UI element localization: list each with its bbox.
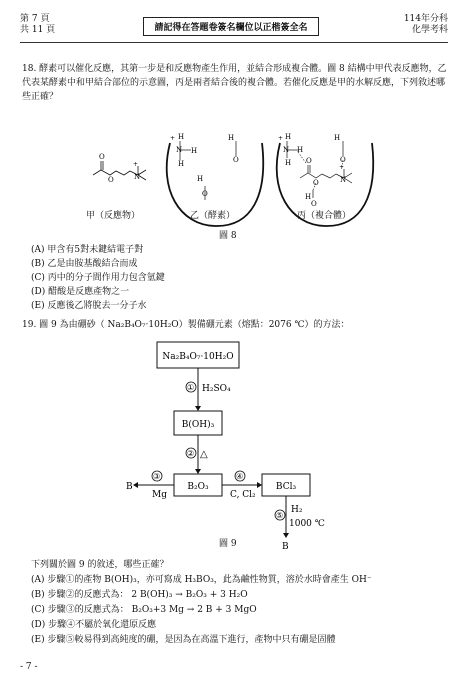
bing-N2: N xyxy=(340,176,347,184)
product-b-left: B xyxy=(126,482,133,492)
box-boh3-label: B(OH)₃ xyxy=(181,420,215,430)
product-b-bottom: B xyxy=(282,542,289,552)
q19-option-b: (B) 步驟②的反應式為： 2 B(OH)₃ → B₂O₃ + 3 H₂O xyxy=(31,590,248,600)
jia-plus: + xyxy=(133,161,139,168)
jia-N: N xyxy=(134,173,141,181)
bing-H4: H xyxy=(334,134,341,142)
fig8-caption: 圖 8 xyxy=(219,231,237,241)
bing-N: N xyxy=(283,146,290,154)
box-b2o3-label: B₂O₃ xyxy=(187,482,209,492)
q18-stem: 18. 酵素可以催化反應，其第一步是和反應物產生作用，並結合形成複合體。圖 8 結構中甲代表反應物，乙代表某酵素中和甲結合部位的示意圖，丙是兩者結合後的複合體。若催化反應是甲的水解反應，下列敘述哪些正確？ xyxy=(22,64,447,102)
step5-reagent: H₂ xyxy=(291,505,303,515)
q19-option-c: (C) 步驟③的反應式為： B₂O₃+3 Mg → 2 B + 3 MgO xyxy=(31,605,257,615)
yi-H5: H xyxy=(197,175,204,183)
fig9-caption: 圖 9 xyxy=(219,539,237,549)
bing-plus2: + xyxy=(339,164,345,171)
step5-num: ⑤ xyxy=(276,511,284,520)
q18-option-e: (E) 反應後乙將脫去一分子水 xyxy=(31,301,147,311)
bing-O1: O xyxy=(340,156,346,164)
jia-O-ester: O xyxy=(108,176,114,184)
q19-intro: 下列關於圖 9 的敘述，哪些正確？ xyxy=(31,560,169,570)
step4-reagent: C, Cl₂ xyxy=(230,490,256,500)
yi-plus: + xyxy=(170,135,176,142)
yi-N: N xyxy=(176,146,183,154)
bing-O-carbonyl: O xyxy=(306,157,312,165)
step4-num: ④ xyxy=(236,472,244,481)
jia-O-carbonyl: O xyxy=(99,153,105,161)
q18-option-a: (A) 甲含有5對未鍵結電子對 xyxy=(31,245,144,255)
q18-option-b: (B) 乙是由胺基酸結合而成 xyxy=(31,259,138,269)
label-bing: 丙（複合體） xyxy=(297,211,352,221)
step1-num: ① xyxy=(187,383,195,392)
subject-line: 化學考科 xyxy=(411,25,448,35)
bing-H1: H xyxy=(285,133,292,141)
page-number: - 7 - xyxy=(20,662,38,672)
bing-plus: + xyxy=(278,135,284,142)
step3-reagent: Mg xyxy=(152,490,167,500)
year-line: 114年分科 xyxy=(403,14,448,24)
label-yi: 乙（酵素） xyxy=(190,211,236,221)
step2-num: ② xyxy=(187,449,195,458)
q19-option-d: (D) 步驟④不屬於氧化還原反應 xyxy=(31,620,157,630)
q19-option-a: (A) 步驟①的產物 B(OH)₃，亦可寫成 H₃BO₃，此為鹼性物質，溶於水時會產生 OH⁻ xyxy=(31,575,372,585)
bing-O-ester: O xyxy=(313,179,319,187)
q18-option-d: (D) 醋酸是反應產物之一 xyxy=(31,287,130,297)
bing-H3: H xyxy=(285,159,292,167)
yi-O1: O xyxy=(233,156,239,164)
total-line: 共 11 頁 xyxy=(20,25,56,35)
yi-H3: H xyxy=(178,160,185,168)
yi-H2: H xyxy=(191,147,198,155)
page-line: 第 7 頁 xyxy=(20,14,50,24)
box-bcl3-label: BCl₃ xyxy=(275,482,297,492)
step1-reagent: H₂SO₄ xyxy=(202,384,231,394)
step2-cond: △ xyxy=(200,449,208,460)
step5-temp: 1000 ℃ xyxy=(289,519,325,529)
bing-O2: O xyxy=(311,200,317,208)
q19-stem: 19. 圖 9 為由硼砂（ Na₂B₄O₇‧10H₂O）製備硼元素（熔點：2076 ℃）的方法： xyxy=(22,320,350,330)
bing-H5: H xyxy=(305,193,312,201)
q18-option-c: (C) 丙中的分子間作用力包含氫鍵 xyxy=(31,273,165,283)
bing-H2: H xyxy=(297,146,304,154)
yi-H4: H xyxy=(228,134,235,142)
label-jia: 甲（反應物） xyxy=(86,211,141,221)
yi-O2: O xyxy=(202,190,208,198)
yi-H1: H xyxy=(178,133,185,141)
box-borax-label: Na₂B₄O₇·10H₂O xyxy=(162,352,234,362)
signature-notice: 請記得在答題卷簽名欄位以正楷簽全名 xyxy=(143,17,319,36)
q19-option-e: (E) 步驟⑤較易得到高純度的硼，是因為在高溫下進行，產物中只有硼是固體 xyxy=(31,635,336,645)
step3-num: ③ xyxy=(153,472,161,481)
